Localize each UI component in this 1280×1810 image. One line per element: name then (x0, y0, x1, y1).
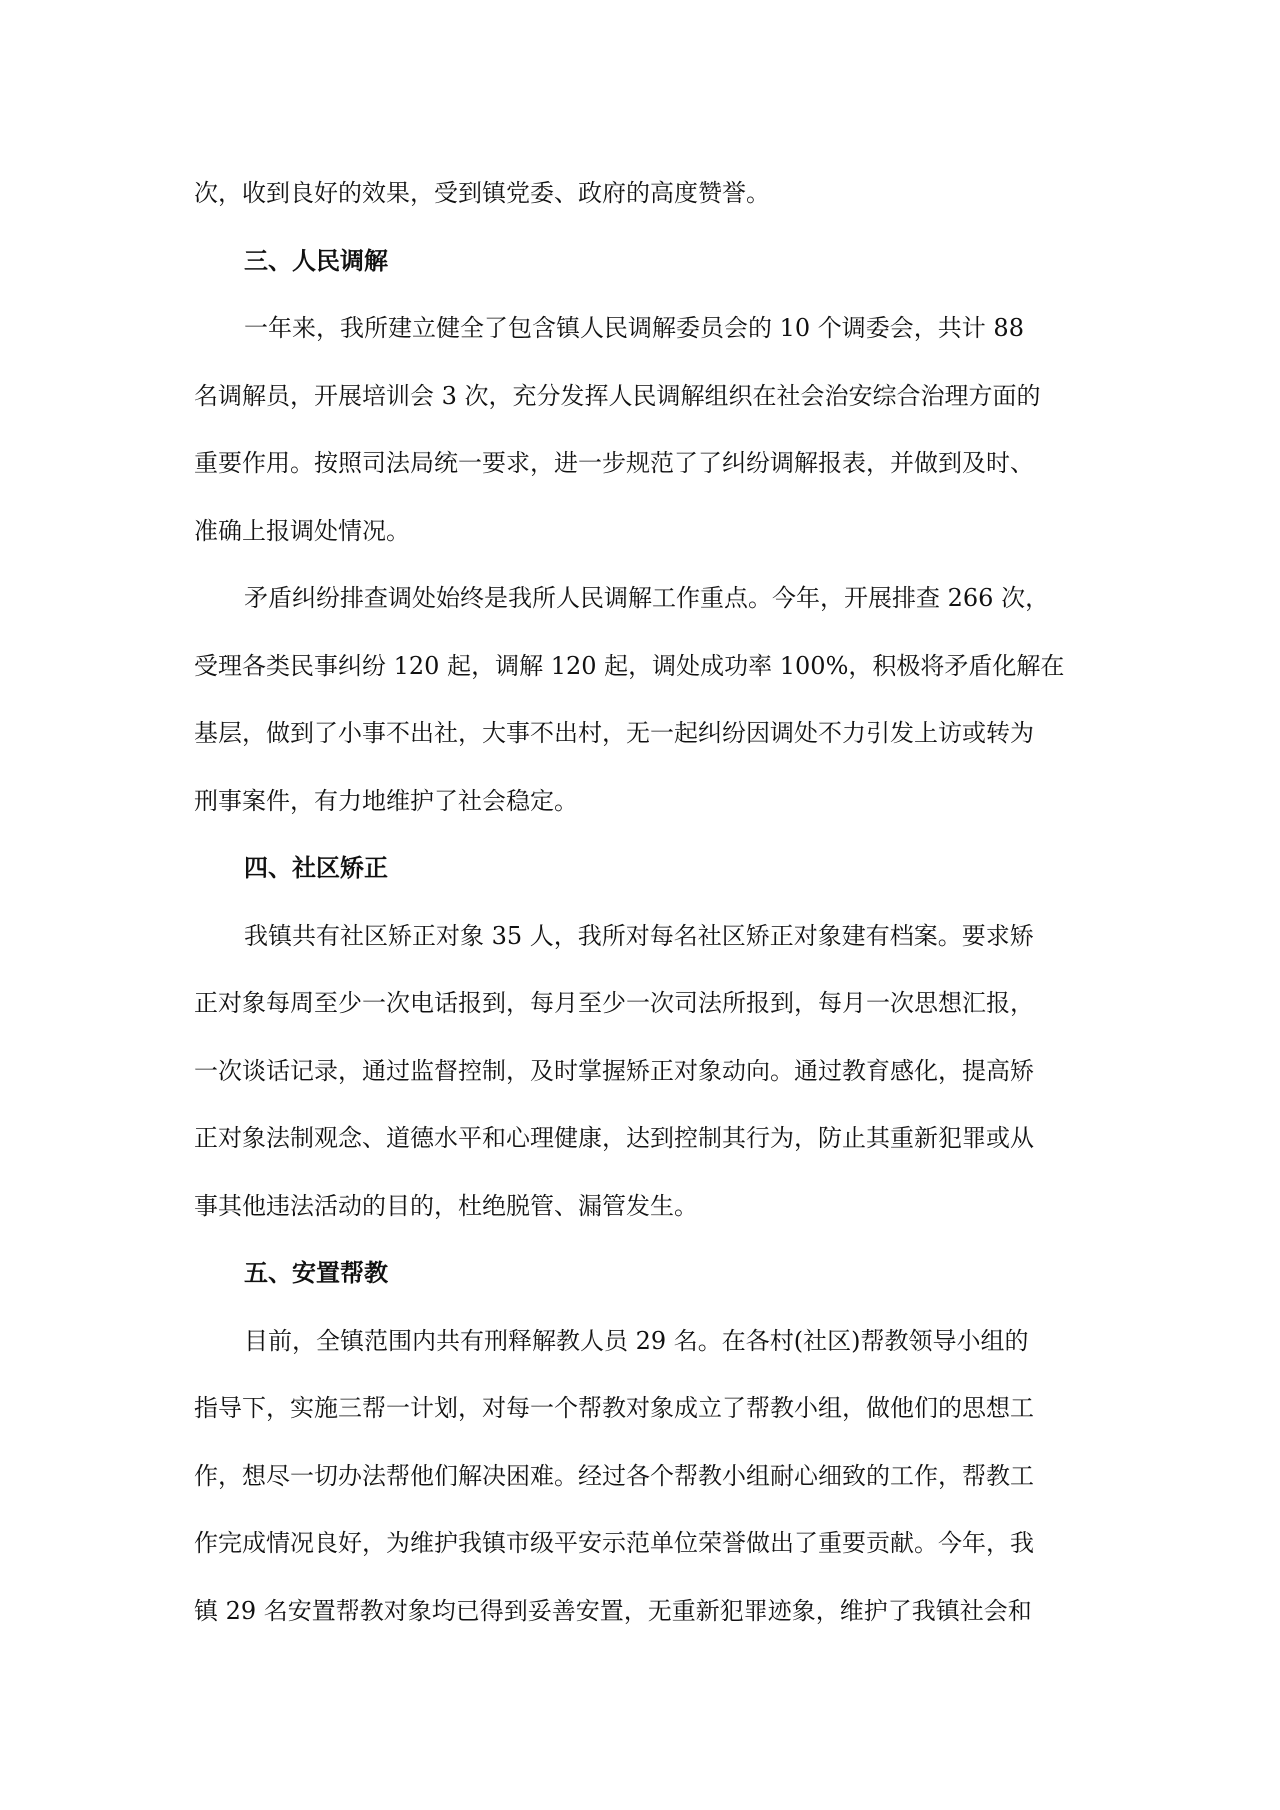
text-line: 镇 29 名安置帮教对象均已得到妥善安置，无重新犯罪迹象，维护了我镇社会和 (194, 1596, 1032, 1625)
text-line: 一年来，我所建立健全了包含镇人民调解委员会的 10 个调委会，共计 88 (244, 314, 1024, 342)
text-line: 正对象每周至少一次电话报到，每月至少一次司法所报到，每月一次思想汇报， (194, 989, 1034, 1017)
section-heading-community-correction: 四、社区矫正 (244, 854, 388, 882)
text-line: 基层，做到了小事不出社，大事不出村，无一起纠纷因调处不力引发上访或转为 (194, 719, 1034, 747)
document-body (194, 160, 1094, 1645)
text-line: 重要作用。按照司法局统一要求，进一步规范了了纠纷调解报表，并做到及时、 (194, 449, 1034, 477)
text-line: 次，收到良好的效果，受到镇党委、政府的高度赞誉。 (194, 179, 770, 207)
section-heading-resettlement: 五、安置帮教 (244, 1259, 388, 1287)
text-line: 名调解员，开展培训会 3 次，充分发挥人民调解组织在社会治安综合治理方面的 (194, 381, 1041, 410)
text-line: 正对象法制观念、道德水平和心理健康，达到控制其行为，防止其重新犯罪或从 (194, 1124, 1034, 1152)
text-line: 受理各类民事纠纷 120 起，调解 120 起，调处成功率 100%，积极将矛盾化解在 (194, 651, 1065, 680)
text-line: 目前，全镇范围内共有刑释解教人员 29 名。在各村(社区)帮教领导小组的 (244, 1326, 1029, 1355)
text-line: 作，想尽一切办法帮他们解决困难。经过各个帮教小组耐心细致的工作，帮教工 (194, 1461, 1034, 1490)
text-line: 指导下，实施三帮一计划，对每一个帮教对象成立了帮教小组，做他们的思想工 (194, 1394, 1034, 1422)
text-line: 矛盾纠纷排查调处始终是我所人民调解工作重点。今年，开展排查 266 次， (244, 584, 1050, 612)
section-heading-people-mediation: 三、人民调解 (244, 246, 388, 275)
text-line: 准确上报调处情况。 (194, 516, 410, 545)
text-line: 我镇共有社区矫正对象 35 人，我所对每名社区矫正对象建有档案。要求矫 (244, 921, 1034, 950)
text-line: 作完成情况良好，为维护我镇市级平安示范单位荣誉做出了重要贡献。今年，我 (194, 1529, 1034, 1557)
text-line: 事其他违法活动的目的，杜绝脱管、漏管发生。 (194, 1191, 698, 1220)
text-line: 刑事案件，有力地维护了社会稳定。 (194, 786, 578, 815)
text-line: 一次谈话记录，通过监督控制，及时掌握矫正对象动向。通过教育感化，提高矫 (194, 1056, 1034, 1085)
